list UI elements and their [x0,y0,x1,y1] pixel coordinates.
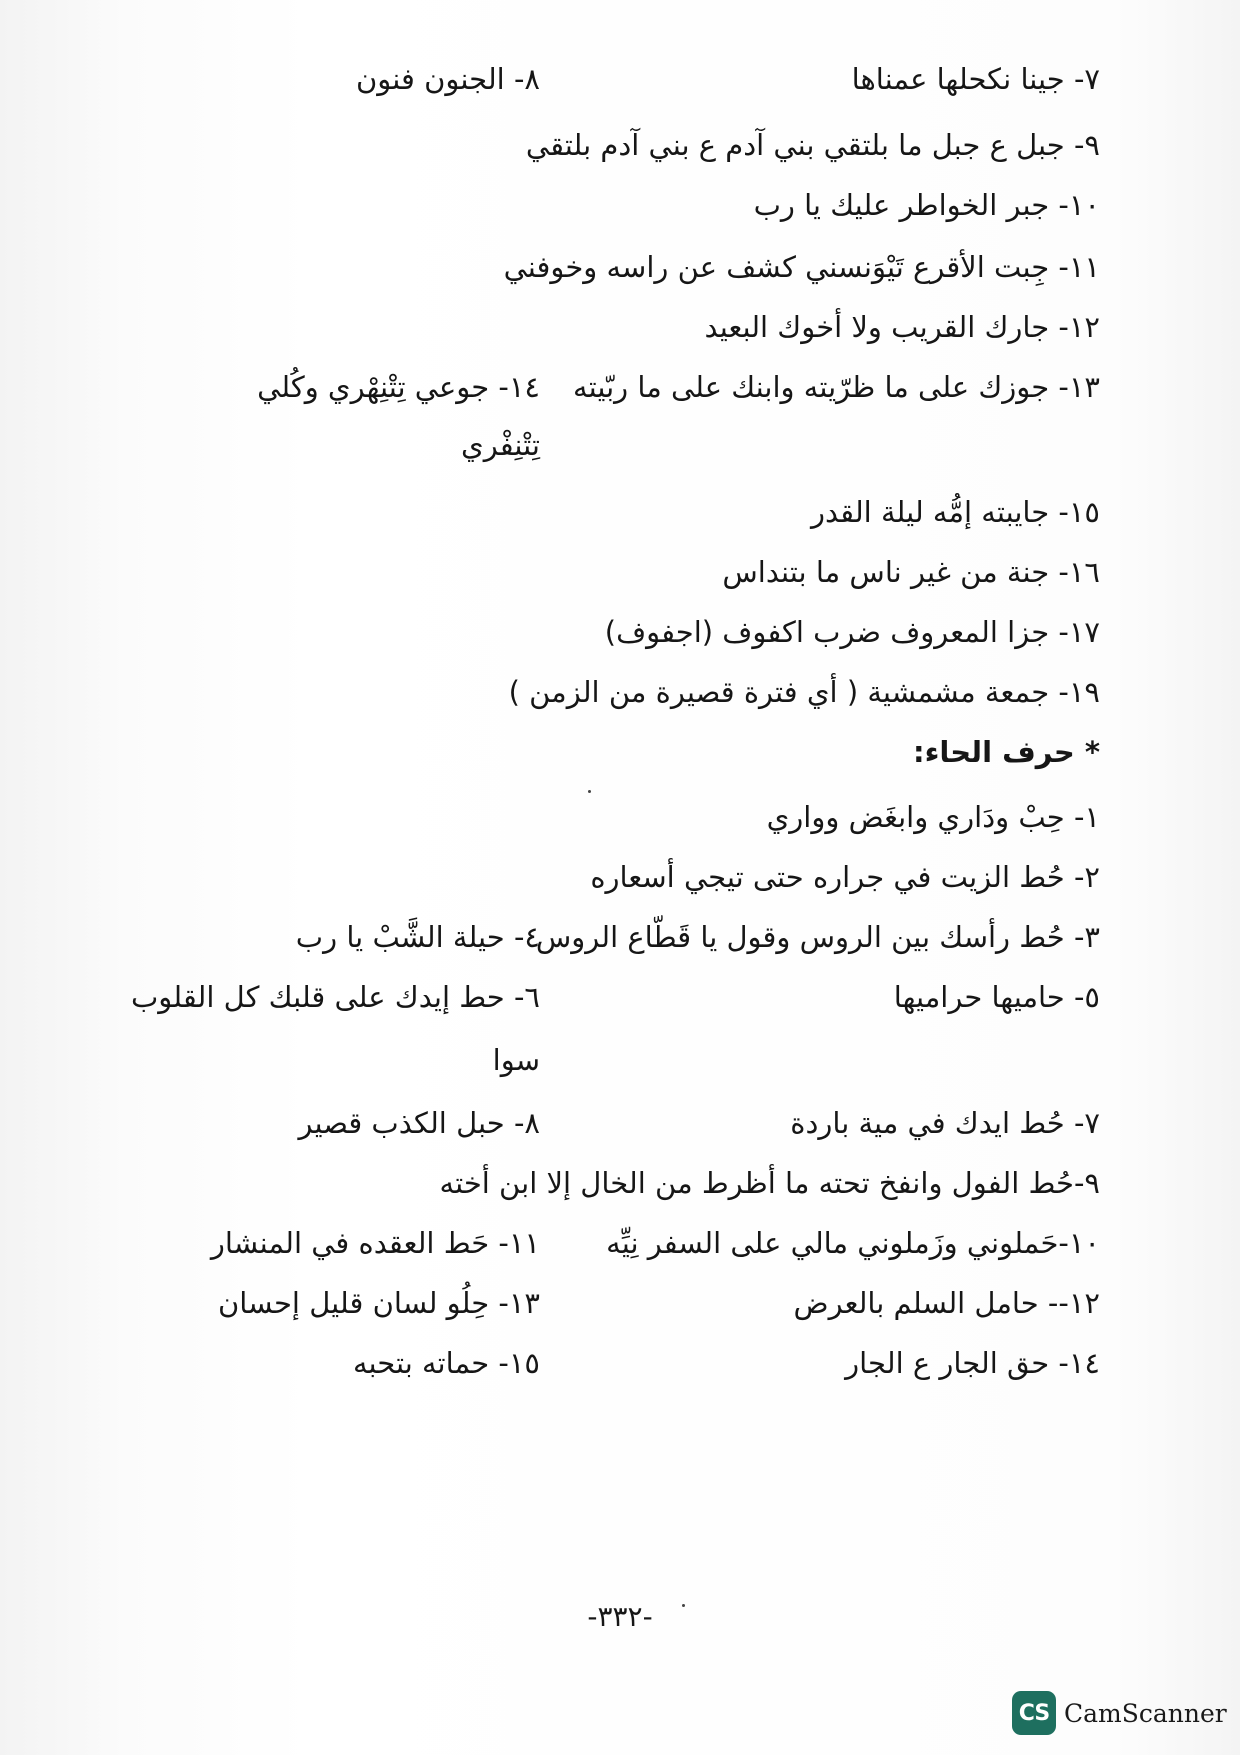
proverb-row [0,180,1240,230]
proverb-text: ١٢- جارك القريب ولا أخوك البعيد [704,310,1100,344]
proverb-text: ٥- حاميها حراميها [893,980,1100,1014]
proverb-row [0,1338,1240,1388]
proverb-text: سوا [492,1043,540,1077]
proverb-row [0,1035,1240,1085]
proverb-row [0,120,1240,170]
camscanner-name: CamScanner [1064,1698,1227,1728]
proverb-text: ١٥- جايبته إمُّه ليلة القدر [810,495,1100,529]
proverb-text: ١٩- جمعة مشمشية ( أي فترة قصيرة من الزمن ) [508,675,1100,709]
proverb-text: ١٤- جوعي تِتْنِهْري وكُلي [257,370,540,404]
proverb-text: ٩-حُط الفول وانفخ تحته ما أظرط من الخال إلا ابن أخته [439,1166,1100,1200]
proverb-row [0,54,1240,104]
proverb-text: ١- حِبْ ودَاري وابغَض وواري [766,800,1100,834]
proverb-row [0,420,1240,470]
proverb-text: ٢- حُط الزيت في جراره حتى تيجي أسعاره [590,860,1100,894]
proverb-row [0,242,1240,292]
proverb-text: ١٠-حَملوني وزَملوني مالي على السفر نِيِّه [606,1226,1100,1260]
proverb-row [0,792,1240,842]
proverb-text: ١٢-- حامل السلم بالعرض [793,1286,1100,1320]
proverb-text: ٧- جينا نكحلها عمناها [851,62,1100,96]
proverb-row [0,1218,1240,1268]
section-heading-row [0,727,1240,777]
section-heading: * حرف الحاء: [912,735,1100,769]
page-number: -٣٣٢- [587,1600,653,1633]
proverb-row [0,1158,1240,1208]
proverb-text: ١٤- حق الجار ع الجار [845,1346,1100,1380]
proverb-text: ١١- حَط العقده في المنشار [210,1226,540,1260]
proverb-text: ١٣- حِلُو لسان قليل إحسان [217,1286,540,1320]
proverb-row [0,1278,1240,1328]
proverb-text: ١٠- جبر الخواطر عليك يا رب [753,188,1100,222]
proverb-text: ١٦- جنة من غير ناس ما بتنداس [722,555,1100,589]
proverb-row [0,852,1240,902]
proverb-text: ٤- حيلة الشَّبْ يا رب [295,920,540,954]
proverb-text: ٨- حبل الكذب قصير [298,1106,540,1140]
proverb-row [0,547,1240,597]
proverb-text: ٣- حُط رأسك بين الروس وقول يا قَطّاع الروس [535,920,1100,954]
camscanner-logo-icon: CS [1012,1691,1056,1735]
proverb-text: ٦- حط إيدك على قلبك كل القلوب [130,980,540,1014]
camscanner-watermark [1012,1692,1227,1734]
proverb-row [0,362,1240,412]
proverb-text: ١٧- جزا المعروف ضرب اكفوف (اجفوف) [604,615,1100,649]
proverb-row [0,302,1240,352]
proverb-text: تِتْنِفْري [461,428,540,462]
proverb-row [0,487,1240,537]
proverb-row [0,912,1240,962]
proverb-row [0,1098,1240,1148]
proverb-text: ١١- جِبت الأقرع تَيْوَنسني كشف عن راسه وخوفني [503,250,1100,284]
proverb-text: ١٣- جوزك على ما ظرّيته وابنك على ما ربّيته [573,370,1100,404]
proverb-text: ٧- حُط ايدك في مية باردة [790,1106,1100,1140]
proverb-row [0,667,1240,717]
scan-speck [588,790,591,793]
proverb-text: ٨- الجنون فنون [355,62,540,96]
proverb-text: ٩- جبل ع جبل ما بلتقي بني آدم ع بني آدم بلتقي [525,128,1100,162]
proverb-row [0,607,1240,657]
proverb-text: ١٥- حماته بتحبه [352,1346,540,1380]
proverb-row [0,972,1240,1022]
